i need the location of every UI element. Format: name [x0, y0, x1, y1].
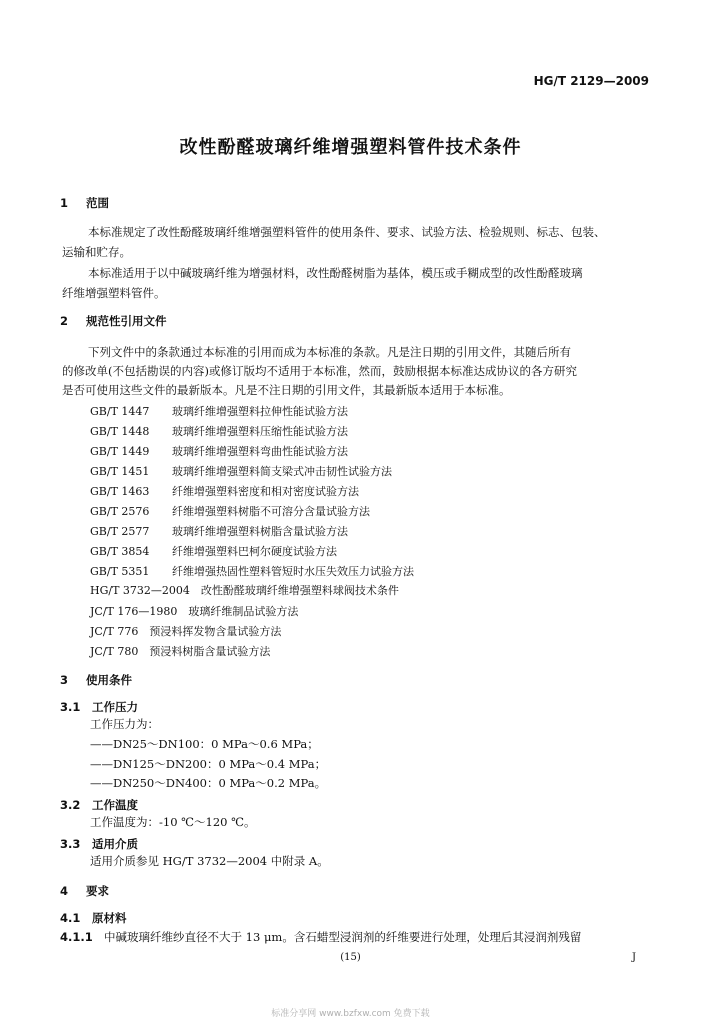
reference-title: 玻璃纤维增强塑料简支梁式冲击韧性试验方法	[172, 465, 392, 478]
section-title: 工作温度	[92, 798, 138, 812]
reference-title: 纤维增强塑料巴柯尔硬度试验方法	[172, 545, 337, 558]
reference-code: GB/T 1451	[90, 465, 150, 478]
section-title: 使用条件	[86, 673, 132, 687]
list-item: ——DN125～DN200：0 MPa～0.4 MPa；	[90, 757, 327, 771]
list-item: ——DN250～DN400：0 MPa～0.2 MPa。	[90, 776, 327, 790]
document-title: 改性酚醛玻璃纤维增强塑料管件技术条件	[179, 137, 522, 158]
reference-code: GB/T 1447	[90, 405, 150, 418]
reference-title: 玻璃纤维增强塑料压缩性能试验方法	[172, 425, 348, 438]
reference-item	[90, 403, 348, 419]
reference-item	[90, 563, 414, 579]
reference-code: GB/T 1449	[90, 445, 150, 458]
section-number: 4	[60, 884, 69, 898]
section-1-heading	[60, 195, 109, 211]
section-number: 4.1	[60, 911, 81, 925]
reference-title: 玻璃纤维增强塑料拉伸性能试验方法	[172, 405, 348, 418]
section-4-heading	[60, 883, 109, 899]
reference-item	[90, 503, 370, 519]
paragraph-line: 中碱玻璃纤维纱直径不大于 13 μm。含石蜡型浸润剂的纤维要进行处理，处理后其浸润剂残留	[104, 930, 582, 944]
watermark: 标准分享网 www.bzfxw.com 免费下载	[271, 1009, 430, 1019]
reference-code: GB/T 1448	[90, 425, 150, 438]
reference-title: 玻璃纤维增强塑料弯曲性能试验方法	[172, 445, 348, 458]
section-number: 1	[60, 196, 69, 210]
paragraph-line: 纤维增强塑料管件。	[62, 286, 166, 300]
corner-mark: J	[632, 952, 637, 963]
section-title: 原材料	[92, 911, 127, 925]
section-title: 规范性引用文件	[86, 314, 167, 328]
reference-code: GB/T 5351	[90, 565, 150, 578]
section-title: 工作压力	[92, 700, 138, 714]
reference-code: GB/T 2577	[90, 525, 150, 538]
reference-title: 纤维增强塑料树脂不可溶分含量试验方法	[172, 505, 370, 518]
subsection-4-1-1	[60, 927, 581, 947]
section-number: 3.1	[60, 700, 81, 714]
paragraph-line: 本标准适用于以中碱玻璃纤维为增强材料，改性酚醛树脂为基体，模压或手糊成型的改性酚醛玻璃	[88, 266, 583, 280]
reference-item	[90, 483, 359, 499]
paragraph-line: 本标准规定了改性酚醛玻璃纤维增强塑料管件的使用条件、要求、试验方法、检验规则、标志、包装、	[88, 225, 606, 239]
standard-code: HG/T 2129—2009	[533, 74, 649, 88]
section-number: 2	[60, 314, 69, 328]
paragraph-line: 工作压力为：	[90, 717, 159, 731]
subsection-3-2-heading	[60, 797, 138, 813]
reference-item: HG/T 3732—2004 改性酚醛玻璃纤维增强塑料球阀技术条件	[90, 584, 399, 597]
section-title: 适用介质	[92, 837, 138, 851]
reference-code: GB/T 3854	[90, 545, 150, 558]
paragraph-line: 工作温度为：-10 ℃～120 ℃。	[90, 815, 256, 829]
subsection-3-1-heading	[60, 699, 138, 715]
reference-item	[90, 543, 337, 559]
reference-item	[90, 423, 348, 439]
section-number: 4.1.1	[60, 930, 93, 944]
reference-item: JC/T 176—1980 玻璃纤维制品试验方法	[90, 605, 299, 618]
reference-title: 纤维增强塑料密度和相对密度试验方法	[172, 485, 359, 498]
subsection-4-1-heading	[60, 910, 127, 926]
section-number: 3.2	[60, 798, 81, 812]
section-title: 范围	[86, 196, 109, 210]
section-number: 3	[60, 673, 69, 687]
reference-code: GB/T 1463	[90, 485, 150, 498]
section-title: 要求	[86, 884, 109, 898]
section-3-heading	[60, 672, 132, 688]
list-item: ——DN25～DN100：0 MPa～0.6 MPa；	[90, 737, 319, 751]
section-number: 3.3	[60, 837, 81, 851]
reference-title: 纤维增强热固性塑料管短时水压失效压力试验方法	[172, 565, 414, 578]
reference-item	[90, 463, 392, 479]
reference-title: 玻璃纤维增强塑料树脂含量试验方法	[172, 525, 348, 538]
paragraph-line: 的修改单(不包括勘误的内容)或修订版均不适用于本标准，然而，鼓励根据本标准达成协议的各方研究	[62, 364, 577, 378]
reference-code: GB/T 2576	[90, 505, 150, 518]
paragraph-line: 下列文件中的条款通过本标准的引用而成为本标准的条款。凡是注日期的引用文件，其随后所有	[88, 345, 571, 359]
reference-item	[90, 443, 348, 459]
page-number: (15)	[340, 952, 361, 963]
subsection-3-3-heading	[60, 836, 138, 852]
reference-item: JC/T 776 预浸料挥发物含量试验方法	[90, 625, 282, 638]
paragraph-line: 是否可使用这些文件的最新版本。凡是不注日期的引用文件，其最新版本适用于本标准。	[62, 383, 511, 397]
paragraph-line: 适用介质参见 HG/T 3732—2004 中附录 A。	[90, 854, 329, 868]
paragraph-line: 运输和贮存。	[62, 245, 131, 259]
reference-item	[90, 523, 348, 539]
reference-item: JC/T 780 预浸料树脂含量试验方法	[90, 645, 271, 658]
section-2-heading	[60, 313, 167, 329]
